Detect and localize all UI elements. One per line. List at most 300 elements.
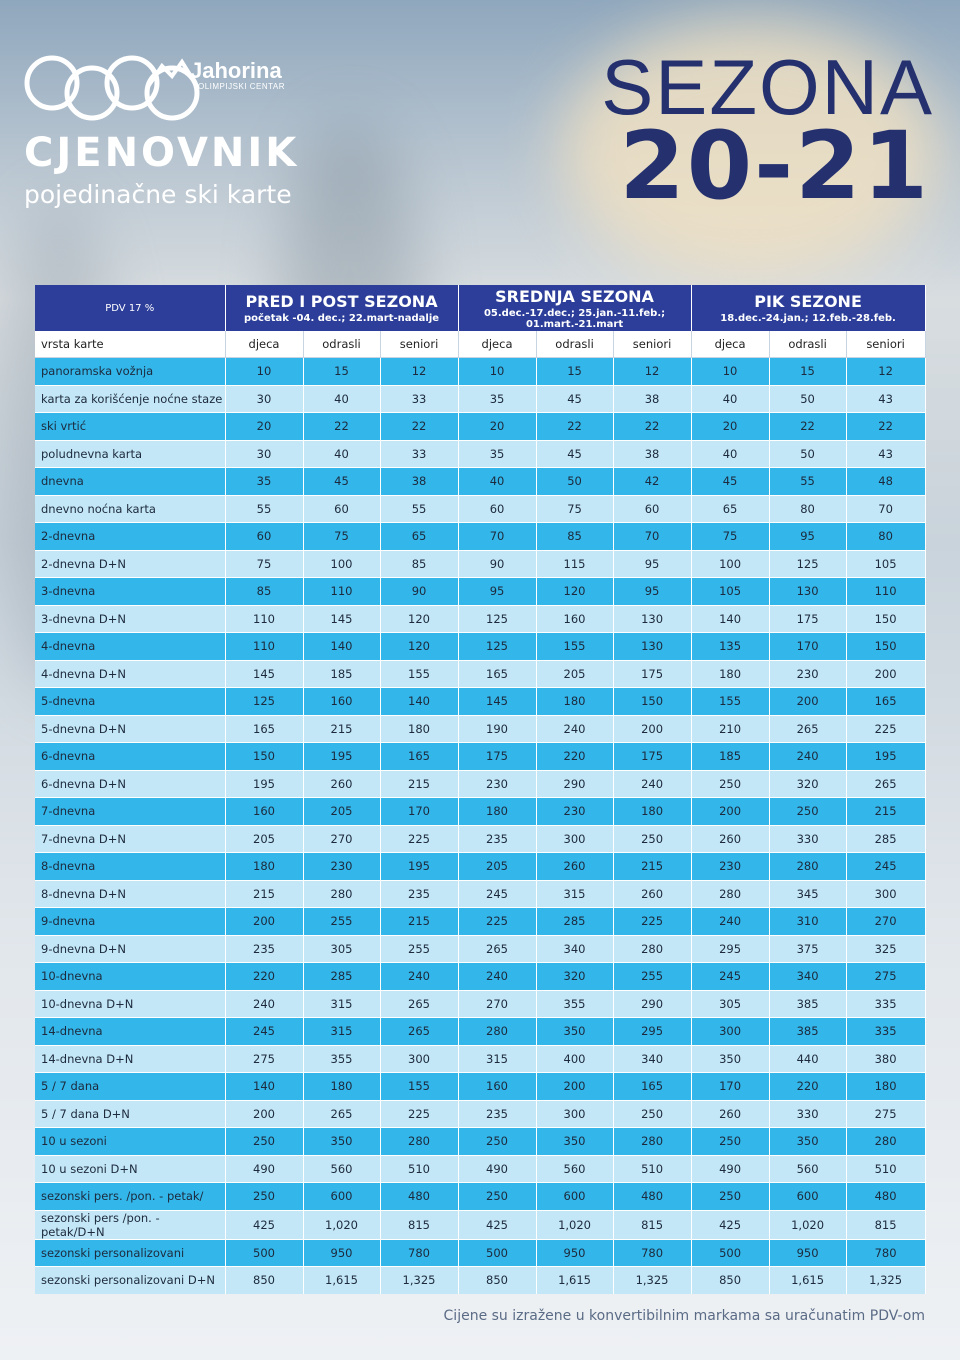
price-cell: 125 [458,633,536,661]
price-cell: 125 [458,605,536,633]
price-cell: 165 [458,660,536,688]
group-dates: početak -04. dec.; 22.mart-nadalje [243,313,440,324]
price-cell: 280 [303,880,380,908]
price-cell: 180 [380,715,458,743]
price-cell: 300 [536,1100,613,1128]
price-cell: 1,020 [303,1210,380,1239]
price-cell: 315 [458,1045,536,1073]
price-cell: 200 [691,798,769,826]
price-cell: 500 [458,1239,536,1267]
price-cell: 195 [225,770,303,798]
price-cell: 10 [691,358,769,386]
price-cell: 290 [536,770,613,798]
price-cell: 265 [769,715,846,743]
price-cell: 300 [380,1045,458,1073]
group-header-pred-post [225,285,458,331]
price-cell: 50 [769,440,846,468]
table-row [35,495,925,523]
price-cell: 480 [380,1183,458,1211]
price-cell: 320 [769,770,846,798]
price-cell: 265 [846,770,925,798]
table-row [35,1018,925,1046]
group-name: PRED I POST SEZONA [245,292,438,311]
price-cell: 180 [458,798,536,826]
price-cell: 180 [225,853,303,881]
ticket-type: 10 u sezoni [35,1128,225,1156]
price-cell: 195 [846,743,925,771]
table-row [35,743,925,771]
price-cell: 95 [613,578,691,606]
price-cell: 20 [458,413,536,441]
price-cell: 220 [225,963,303,991]
price-cell: 245 [846,853,925,881]
price-cell: 230 [458,770,536,798]
price-cell: 150 [613,688,691,716]
price-cell: 35 [458,385,536,413]
price-cell: 110 [225,605,303,633]
price-cell: 200 [613,715,691,743]
price-cell: 220 [769,1073,846,1101]
ticket-type: 9-dnevna [35,908,225,936]
price-cell: 38 [380,468,458,496]
price-cell: 780 [846,1239,925,1267]
price-cell: 510 [380,1155,458,1183]
price-cell: 350 [303,1128,380,1156]
price-cell: 425 [691,1210,769,1239]
price-cell: 165 [846,688,925,716]
price-cell: 350 [769,1128,846,1156]
table-row [35,798,925,826]
price-cell: 215 [613,853,691,881]
price-cell: 285 [846,825,925,853]
price-cell: 245 [691,963,769,991]
table-row [35,660,925,688]
price-cell: 330 [769,1100,846,1128]
price-cell: 950 [769,1239,846,1267]
table-row [35,633,925,661]
price-cell: 65 [380,523,458,551]
price-cell: 115 [536,550,613,578]
brand-subtitle: OLIMPIJSKI CENTAR [198,82,286,91]
price-cell: 12 [613,358,691,386]
price-cell: 510 [613,1155,691,1183]
price-cell: 140 [691,605,769,633]
price-cell: 250 [458,1128,536,1156]
price-cell: 160 [303,688,380,716]
price-cell: 250 [691,1183,769,1211]
price-cell: 45 [536,385,613,413]
price-cell: 85 [225,578,303,606]
price-cell: 335 [846,990,925,1018]
price-cell: 90 [458,550,536,578]
ticket-type: 5 / 7 dana D+N [35,1100,225,1128]
price-cell: 235 [380,880,458,908]
price-cell: 200 [769,688,846,716]
price-cell: 225 [458,908,536,936]
ticket-type: poludnevna karta [35,440,225,468]
ticket-type: 5-dnevna [35,688,225,716]
price-cell: 55 [769,468,846,496]
price-cell: 170 [691,1073,769,1101]
price-cell: 85 [536,523,613,551]
price-cell: 45 [303,468,380,496]
price-cell: 290 [613,990,691,1018]
price-cell: 490 [225,1155,303,1183]
price-cell: 90 [380,578,458,606]
price-cell: 180 [613,798,691,826]
price-cell: 150 [225,743,303,771]
price-cell: 425 [458,1210,536,1239]
price-cell: 205 [225,825,303,853]
table-row [35,468,925,496]
column-header-type: vrsta karte [35,331,225,358]
price-cell: 600 [536,1183,613,1211]
price-cell: 250 [225,1183,303,1211]
price-cell: 240 [536,715,613,743]
table-row [35,1210,925,1239]
price-cell: 110 [303,578,380,606]
ticket-type: 5-dnevna D+N [35,715,225,743]
price-cell: 20 [691,413,769,441]
price-cell: 255 [613,963,691,991]
price-cell: 130 [613,633,691,661]
price-cell: 200 [846,660,925,688]
price-cell: 300 [691,1018,769,1046]
price-cell: 600 [769,1183,846,1211]
table-row [35,1100,925,1128]
ticket-type: 8-dnevna [35,853,225,881]
price-cell: 305 [303,935,380,963]
table-row [35,440,925,468]
price-cell: 42 [613,468,691,496]
price-cell: 33 [380,385,458,413]
price-cell: 325 [846,935,925,963]
ticket-type: karta za korišćenje noćne staze [35,385,225,413]
price-cell: 355 [303,1045,380,1073]
price-cell: 780 [380,1239,458,1267]
price-cell: 35 [458,440,536,468]
price-cell: 250 [769,798,846,826]
price-cell: 120 [380,605,458,633]
price-cell: 250 [458,1183,536,1211]
price-cell: 510 [846,1155,925,1183]
price-cell: 340 [769,963,846,991]
ticket-type: 10-dnevna [35,963,225,991]
price-cell: 385 [769,990,846,1018]
price-cell: 560 [303,1155,380,1183]
ticket-type: 8-dnevna D+N [35,880,225,908]
price-cell: 350 [536,1018,613,1046]
price-cell: 38 [613,440,691,468]
table-row [35,605,925,633]
column-header: djeca [691,331,769,358]
price-cell: 170 [769,633,846,661]
price-cell: 40 [303,385,380,413]
ticket-type: 14-dnevna D+N [35,1045,225,1073]
price-cell: 335 [846,1018,925,1046]
price-cell: 55 [380,495,458,523]
price-cell: 140 [303,633,380,661]
price-cell: 480 [613,1183,691,1211]
price-cell: 275 [846,1100,925,1128]
table-row [35,825,925,853]
price-cell: 175 [769,605,846,633]
price-cell: 160 [536,605,613,633]
table-row [35,990,925,1018]
price-cell: 180 [691,660,769,688]
table-row [35,880,925,908]
ticket-type: 7-dnevna [35,798,225,826]
price-cell: 320 [536,963,613,991]
price-cell: 490 [691,1155,769,1183]
price-cell: 315 [303,1018,380,1046]
price-cell: 50 [769,385,846,413]
price-cell: 230 [536,798,613,826]
price-cell: 40 [303,440,380,468]
price-cell: 240 [769,743,846,771]
table-row [35,1239,925,1267]
table-row [35,715,925,743]
ticket-type: 3-dnevna D+N [35,605,225,633]
price-cell: 210 [691,715,769,743]
price-cell: 195 [380,853,458,881]
ticket-type: 2-dnevna [35,523,225,551]
ticket-type: panoramska vožnja [35,358,225,386]
price-cell: 355 [536,990,613,1018]
price-cell: 385 [769,1018,846,1046]
price-cell: 75 [536,495,613,523]
price-cell: 30 [225,440,303,468]
price-cell: 155 [536,633,613,661]
price-cell: 200 [225,908,303,936]
price-cell: 45 [536,440,613,468]
ticket-type: sezonski pers /pon. - petak/D+N [35,1210,225,1239]
price-cell: 280 [458,1018,536,1046]
season-years: 20-21 [619,112,930,221]
table-row [35,550,925,578]
group-header-pik [691,285,925,331]
price-cell: 245 [458,880,536,908]
price-cell: 270 [458,990,536,1018]
price-cell: 235 [458,1100,536,1128]
price-cell: 345 [769,880,846,908]
price-cell: 22 [769,413,846,441]
price-cell: 75 [225,550,303,578]
price-cell: 1,020 [769,1210,846,1239]
ticket-type: 6-dnevna [35,743,225,771]
table-row [35,770,925,798]
price-cell: 235 [225,935,303,963]
table-row [35,853,925,881]
group-name: SREDNJA SEZONA [495,286,654,306]
price-cell: 140 [225,1073,303,1101]
pdv-label: PDV 17 % [35,285,225,331]
price-cell: 215 [846,798,925,826]
price-cell: 125 [769,550,846,578]
price-cell: 225 [846,715,925,743]
price-cell: 815 [380,1210,458,1239]
price-cell: 440 [769,1045,846,1073]
price-cell: 850 [225,1267,303,1294]
price-cell: 165 [380,743,458,771]
ticket-type: dnevna [35,468,225,496]
price-cell: 285 [536,908,613,936]
price-cell: 240 [458,963,536,991]
price-cell: 275 [846,963,925,991]
price-cell: 40 [458,468,536,496]
price-cell: 175 [613,743,691,771]
price-cell: 230 [303,853,380,881]
price-cell: 1,615 [769,1267,846,1294]
price-note: Cijene su izražene u konvertibilnim markama sa uračunatim PDV-om [443,1308,925,1324]
price-cell: 230 [691,853,769,881]
ticket-type: 14-dnevna [35,1018,225,1046]
price-cell: 245 [225,1018,303,1046]
table-row [35,1183,925,1211]
group-dates: 18.dec.-24.jan.; 12.feb.-28.feb. [720,313,896,324]
table-row [35,358,925,386]
price-cell: 300 [536,825,613,853]
ticket-type: 4-dnevna D+N [35,660,225,688]
price-cell: 150 [846,633,925,661]
price-cell: 240 [613,770,691,798]
table-row [35,688,925,716]
ticket-type: sezonski personalizovani [35,1239,225,1267]
price-cell: 1,325 [846,1267,925,1294]
column-header: odrasli [769,331,846,358]
price-cell: 500 [691,1239,769,1267]
price-cell: 850 [691,1267,769,1294]
ticket-type: 5 / 7 dana [35,1073,225,1101]
price-cell: 260 [613,880,691,908]
ticket-type: sezonski personalizovani D+N [35,1267,225,1294]
column-header: seniori [380,331,458,358]
price-cell: 300 [846,880,925,908]
price-cell: 22 [536,413,613,441]
price-cell: 130 [769,578,846,606]
price-cell: 295 [613,1018,691,1046]
ticket-type: 10-dnevna D+N [35,990,225,1018]
price-cell: 205 [536,660,613,688]
price-cell: 48 [846,468,925,496]
price-cell: 180 [303,1073,380,1101]
price-cell: 250 [225,1128,303,1156]
ticket-type: 9-dnevna D+N [35,935,225,963]
price-cell: 265 [380,1018,458,1046]
price-cell: 95 [769,523,846,551]
price-cell: 30 [225,385,303,413]
season-label: SEZONA [601,43,934,131]
price-cell: 130 [613,605,691,633]
table-row [35,523,925,551]
price-cell: 170 [380,798,458,826]
table-row [35,578,925,606]
column-header: odrasli [303,331,380,358]
brand-name: Jahorina [190,58,282,83]
price-cell: 240 [380,963,458,991]
price-cell: 490 [458,1155,536,1183]
price-cell: 165 [225,715,303,743]
price-cell: 400 [536,1045,613,1073]
price-cell: 310 [769,908,846,936]
price-cell: 260 [303,770,380,798]
table-row [35,908,925,936]
price-cell: 160 [458,1073,536,1101]
price-cell: 315 [536,880,613,908]
price-cell: 70 [613,523,691,551]
price-cell: 280 [846,1128,925,1156]
price-cell: 285 [303,963,380,991]
price-cell: 55 [225,495,303,523]
price-cell: 120 [380,633,458,661]
table-row [35,1128,925,1156]
price-cell: 265 [303,1100,380,1128]
price-cell: 40 [691,385,769,413]
price-cell: 75 [303,523,380,551]
price-cell: 215 [380,770,458,798]
price-cell: 1,325 [613,1267,691,1294]
price-cell: 43 [846,440,925,468]
price-cell: 250 [691,1128,769,1156]
price-cell: 280 [380,1128,458,1156]
price-cell: 480 [846,1183,925,1211]
price-cell: 10 [458,358,536,386]
column-header: djeca [225,331,303,358]
price-cell: 375 [769,935,846,963]
price-cell: 265 [380,990,458,1018]
price-cell: 270 [303,825,380,853]
column-header: odrasli [536,331,613,358]
price-cell: 215 [303,715,380,743]
price-cell: 22 [380,413,458,441]
price-cell: 22 [846,413,925,441]
table-row [35,1155,925,1183]
price-cell: 255 [380,935,458,963]
price-cell: 70 [846,495,925,523]
price-cell: 280 [613,935,691,963]
price-cell: 280 [691,880,769,908]
price-cell: 260 [691,1100,769,1128]
price-cell: 145 [225,660,303,688]
price-cell: 250 [613,825,691,853]
price-cell: 815 [613,1210,691,1239]
price-cell: 240 [225,990,303,1018]
price-cell: 85 [380,550,458,578]
price-cell: 230 [769,660,846,688]
price-cell: 110 [846,578,925,606]
price-cell: 265 [458,935,536,963]
price-cell: 155 [380,660,458,688]
price-cell: 12 [380,358,458,386]
price-cell: 120 [536,578,613,606]
price-cell: 205 [458,853,536,881]
price-cell: 780 [613,1239,691,1267]
price-cell: 125 [225,688,303,716]
column-header-row [35,331,925,358]
price-cell: 22 [303,413,380,441]
price-cell: 12 [846,358,925,386]
price-cell: 105 [846,550,925,578]
price-cell: 110 [225,633,303,661]
price-cell: 60 [613,495,691,523]
price-cell: 40 [691,440,769,468]
price-cell: 235 [458,825,536,853]
ticket-type: 7-dnevna D+N [35,825,225,853]
price-cell: 560 [769,1155,846,1183]
price-cell: 80 [846,523,925,551]
price-cell: 190 [458,715,536,743]
ticket-type: 2-dnevna D+N [35,550,225,578]
